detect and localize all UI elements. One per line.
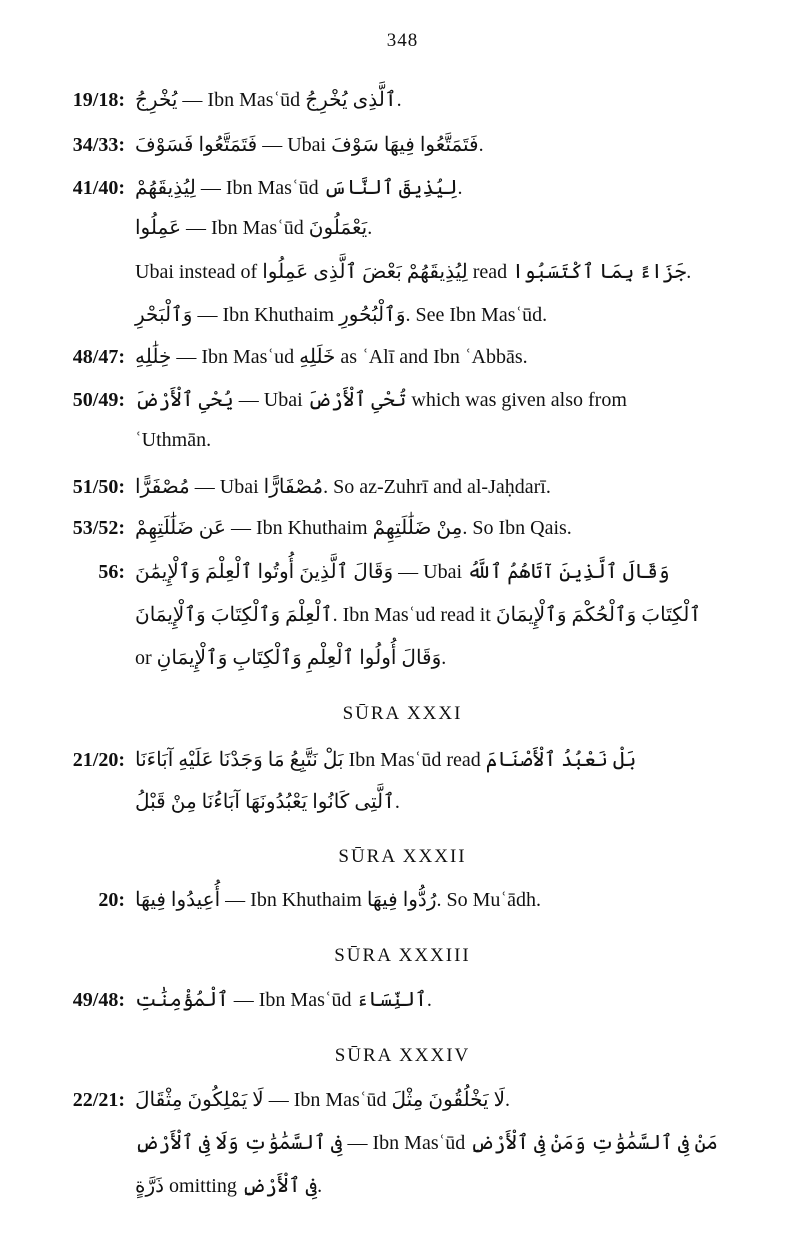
verse-ref: 50/49: bbox=[72, 389, 125, 411]
entry-56 bbox=[0, 552, 805, 592]
verse-ref: 56: bbox=[98, 561, 125, 583]
entry-continuation bbox=[0, 208, 805, 248]
entry-41-40 bbox=[0, 168, 805, 208]
verse-ref: 19/18: bbox=[72, 89, 125, 111]
verse-ref: 21/20: bbox=[72, 749, 125, 771]
verse-ref: 22/21: bbox=[72, 1089, 125, 1111]
entry-text: عَن ضَلَٰلَتِهِمْ — Ibn Khuthaim مِنْ ضَلَٰلَتِهِمْ. So Ibn Qais. bbox=[135, 517, 572, 539]
verse-ref: 53/52: bbox=[72, 517, 125, 539]
entry-continuation bbox=[0, 420, 805, 460]
entry-53-52 bbox=[0, 508, 805, 548]
entry-text: ٱلْعِلْمَ وَٱلْكِتَابَ وَٱلْإِيمَانَ. Ibn Masʿud read it ٱلْكِتَابَ وَٱلْحُكْمَ وَٱلْإِيمَانَ bbox=[135, 604, 702, 626]
entry-continuation bbox=[0, 1166, 805, 1206]
entry-51-50 bbox=[0, 467, 805, 507]
entry-continuation bbox=[0, 595, 805, 635]
entry-text: وَقَالَ ٱلَّذِينَ أُوتُوا ٱلْعِلْمَ وَٱلْإِيمَٰنَ — Ubai وَقَالَ ٱلَّذِينَ آتَاهُمُ ٱللَّهُ bbox=[135, 561, 670, 583]
verse-ref: 49/48: bbox=[72, 989, 125, 1011]
entry-34-33 bbox=[0, 125, 805, 165]
entry-20 bbox=[0, 880, 805, 920]
entry-continuation bbox=[0, 252, 805, 292]
entry-19-18 bbox=[0, 80, 805, 120]
verse-ref: 34/33: bbox=[72, 134, 125, 156]
entry-continuation bbox=[0, 782, 805, 822]
sura-heading: SŪRA XXXIV bbox=[334, 1045, 471, 1066]
entry-text: ٱلْمُؤْمِنَٰتِ — Ibn Masʿūd ٱلنِّسَاءَ. bbox=[135, 989, 432, 1011]
entry-text: or وَقَالَ أُولُوا ٱلْعِلْمِ وَٱلْكِتَابِ وَٱلْإِيمَانِ. bbox=[135, 647, 447, 669]
entry-text: عَمِلُوا — Ibn Masʿūd يَعْمَلُونَ. bbox=[135, 217, 373, 239]
entry-continuation bbox=[0, 295, 805, 335]
verse-ref: 51/50: bbox=[72, 476, 125, 498]
entry-48-47 bbox=[0, 337, 805, 377]
entry-continuation bbox=[0, 1123, 805, 1163]
entry-text: فِى ٱلسَّمَٰوَٰتِ وَلَا فِى ٱلْأَرْضِ — Ibn Masʿūd مَنْ فِى ٱلسَّمَٰوَٰتِ وَمَنْ فِى ٱلْأَرْضِ bbox=[135, 1132, 718, 1154]
page-number: 348 bbox=[386, 30, 419, 51]
entry-49-48 bbox=[0, 980, 805, 1020]
entry-21-20 bbox=[0, 740, 805, 780]
entry-text: ʿUthmān. bbox=[135, 429, 212, 451]
entry-text: أُعِيدُوا فِيهَا — Ibn Khuthaim رُدُّوا فِيهَا. So Muʿādh. bbox=[135, 889, 541, 911]
sura-heading: SŪRA XXXIII bbox=[334, 945, 471, 966]
entry-text: يُحْىِ ٱلْأَرْضَ — Ubai تُحْىِ ٱلْأَرْضَ which was given also from bbox=[135, 389, 627, 411]
sura-heading: SŪRA XXXI bbox=[342, 703, 463, 724]
sura-heading: SŪRA XXXII bbox=[338, 846, 467, 867]
entry-text: Ubai instead of لِيُذِيقَهُمْ بَعْضَ ٱلَّذِى عَمِلُوا read جَزَاءً بِمَا ٱكْتَسَبُوا. bbox=[135, 261, 692, 283]
entry-text: لِيُذِيقَهُمْ — Ibn Masʿūd لِيُذِيقَ ٱلنَّاسَ. bbox=[135, 177, 463, 199]
entry-50-49 bbox=[0, 380, 805, 420]
entry-text: يُخْرِجُ — Ibn Masʿūd ٱلَّذِى يُخْرِجُ. bbox=[135, 89, 402, 111]
entry-text: بَلْ نَتَّبِعُ مَا وَجَدْنَا عَلَيْهِ آبَاءَنَا Ibn Masʿūd read بَلْ نَعْبُدُ ٱلْأَصْنَامَ bbox=[135, 749, 637, 771]
verse-ref: 20: bbox=[98, 889, 125, 911]
entry-text: ذَرَّةٍ omitting فِى ٱلْأَرْضِ. bbox=[135, 1175, 323, 1197]
entry-text: خِلَٰلِهِ — Ibn Masʿud خَلَلِهِ as ʿAlī and Ibn ʿAbbās. bbox=[135, 346, 528, 368]
entry-text: وَٱلْبَحْرِ — Ibn Khuthaim وَٱلْبُحُورِ. See Ibn Masʿūd. bbox=[135, 304, 548, 326]
entry-text: مُصْفَرًّا — Ubai مُصْفَارًّا. So az-Zuhrī and al-Jaḥdarī. bbox=[135, 476, 551, 498]
entry-text: فَتَمَتَّعُوا فَسَوْفَ — Ubai فَتَمَتَّعُوا فِيهَا سَوْفَ. bbox=[135, 134, 484, 156]
verse-ref: 41/40: bbox=[72, 177, 125, 199]
entry-22-21 bbox=[0, 1080, 805, 1120]
verse-ref: 48/47: bbox=[72, 346, 125, 368]
entry-text: لَا يَمْلِكُونَ مِثْقَالَ — Ibn Masʿūd لَا يَخْلُقُونَ مِثْلَ. bbox=[135, 1089, 511, 1111]
entry-text: ٱلَّتِى كَانُوا يَعْبُدُونَهَا آبَاءُنَا مِنْ قَبْلُ. bbox=[135, 791, 400, 813]
entry-continuation bbox=[0, 638, 805, 678]
